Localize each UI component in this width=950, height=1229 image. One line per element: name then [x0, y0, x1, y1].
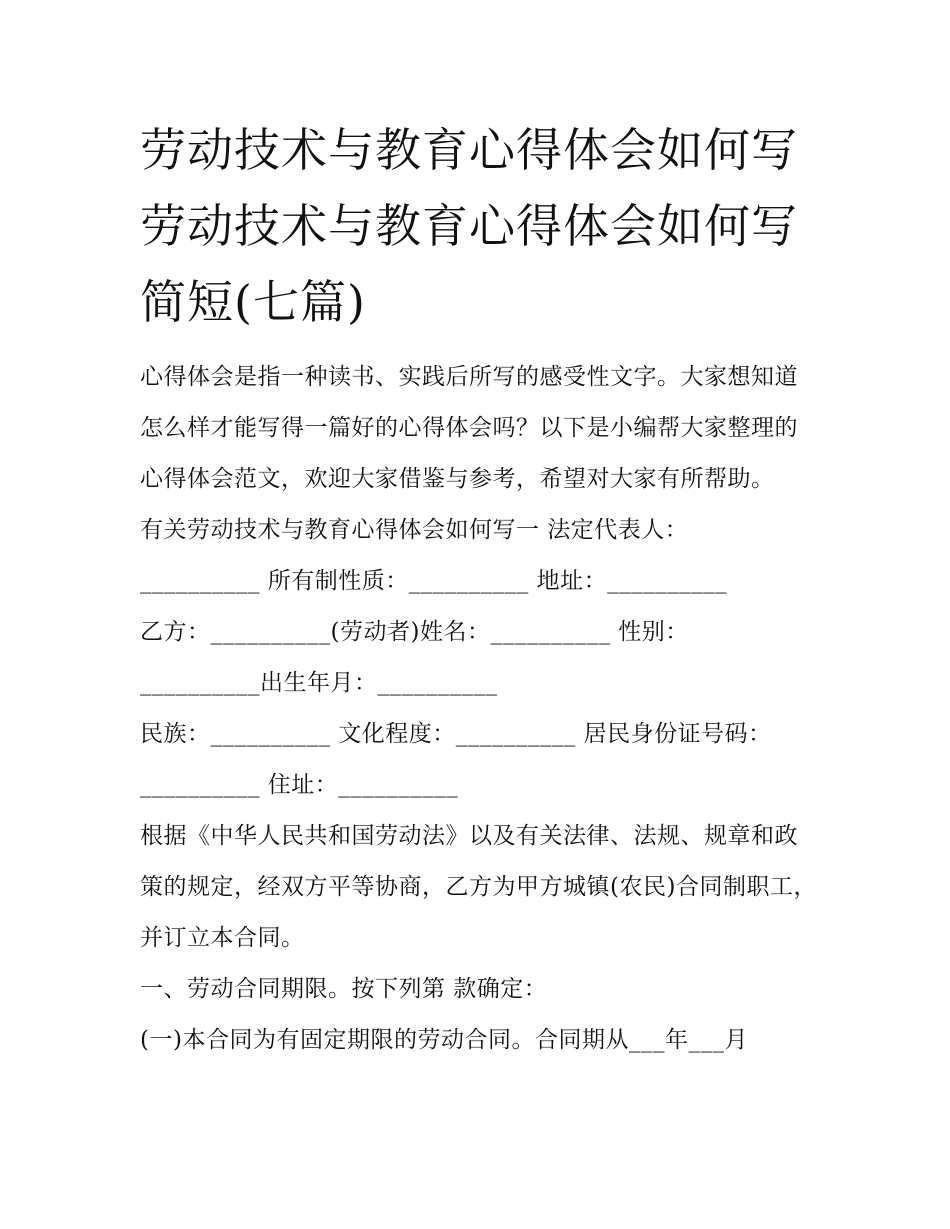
party-b-fields-line-1: 乙方：__________(劳动者)姓名：__________ 性别： — [140, 619, 689, 645]
intro-paragraph: 心得体会是指一种读书、实践后所写的感受性文字。大家想知道怎么样才能写得一篇好的心得体会吗？以下是小编帮大家整理的心得体会范文，欢迎大家借鉴与参考，希望对大家有所帮助。 — [140, 364, 798, 492]
party-b-fields-line-2: __________出生年月：__________ — [140, 670, 498, 696]
clause-1-heading: 一、劳动合同期限。按下列第 款确定： — [140, 976, 548, 1002]
document-title: 劳动技术与教育心得体会如何写 劳动技术与教育心得体会如何写简短(七篇) — [140, 123, 798, 329]
ethnic-fields-line-1: 民族：__________ 文化程度：__________ 居民身份证号码： — [140, 721, 772, 747]
document-body — [140, 352, 820, 1066]
clause-1-item-1: (一)本合同为有固定期限的劳动合同。合同期从___年___月 — [140, 1027, 748, 1053]
section-heading: 有关劳动技术与教育心得体会如何写一 法定代表人： — [140, 517, 689, 543]
ethnic-fields-line-2: __________ 住址：__________ — [140, 772, 459, 798]
party-a-fields: __________ 所有制性质：__________ 地址：__________ — [140, 568, 728, 594]
legal-basis-paragraph: 根据《中华人民共和国劳动法》以及有关法律、法规、规章和政策的规定，经双方平等协商，乙方为甲方城镇(农民)合同制职工，并订立本合同。 — [140, 823, 817, 951]
